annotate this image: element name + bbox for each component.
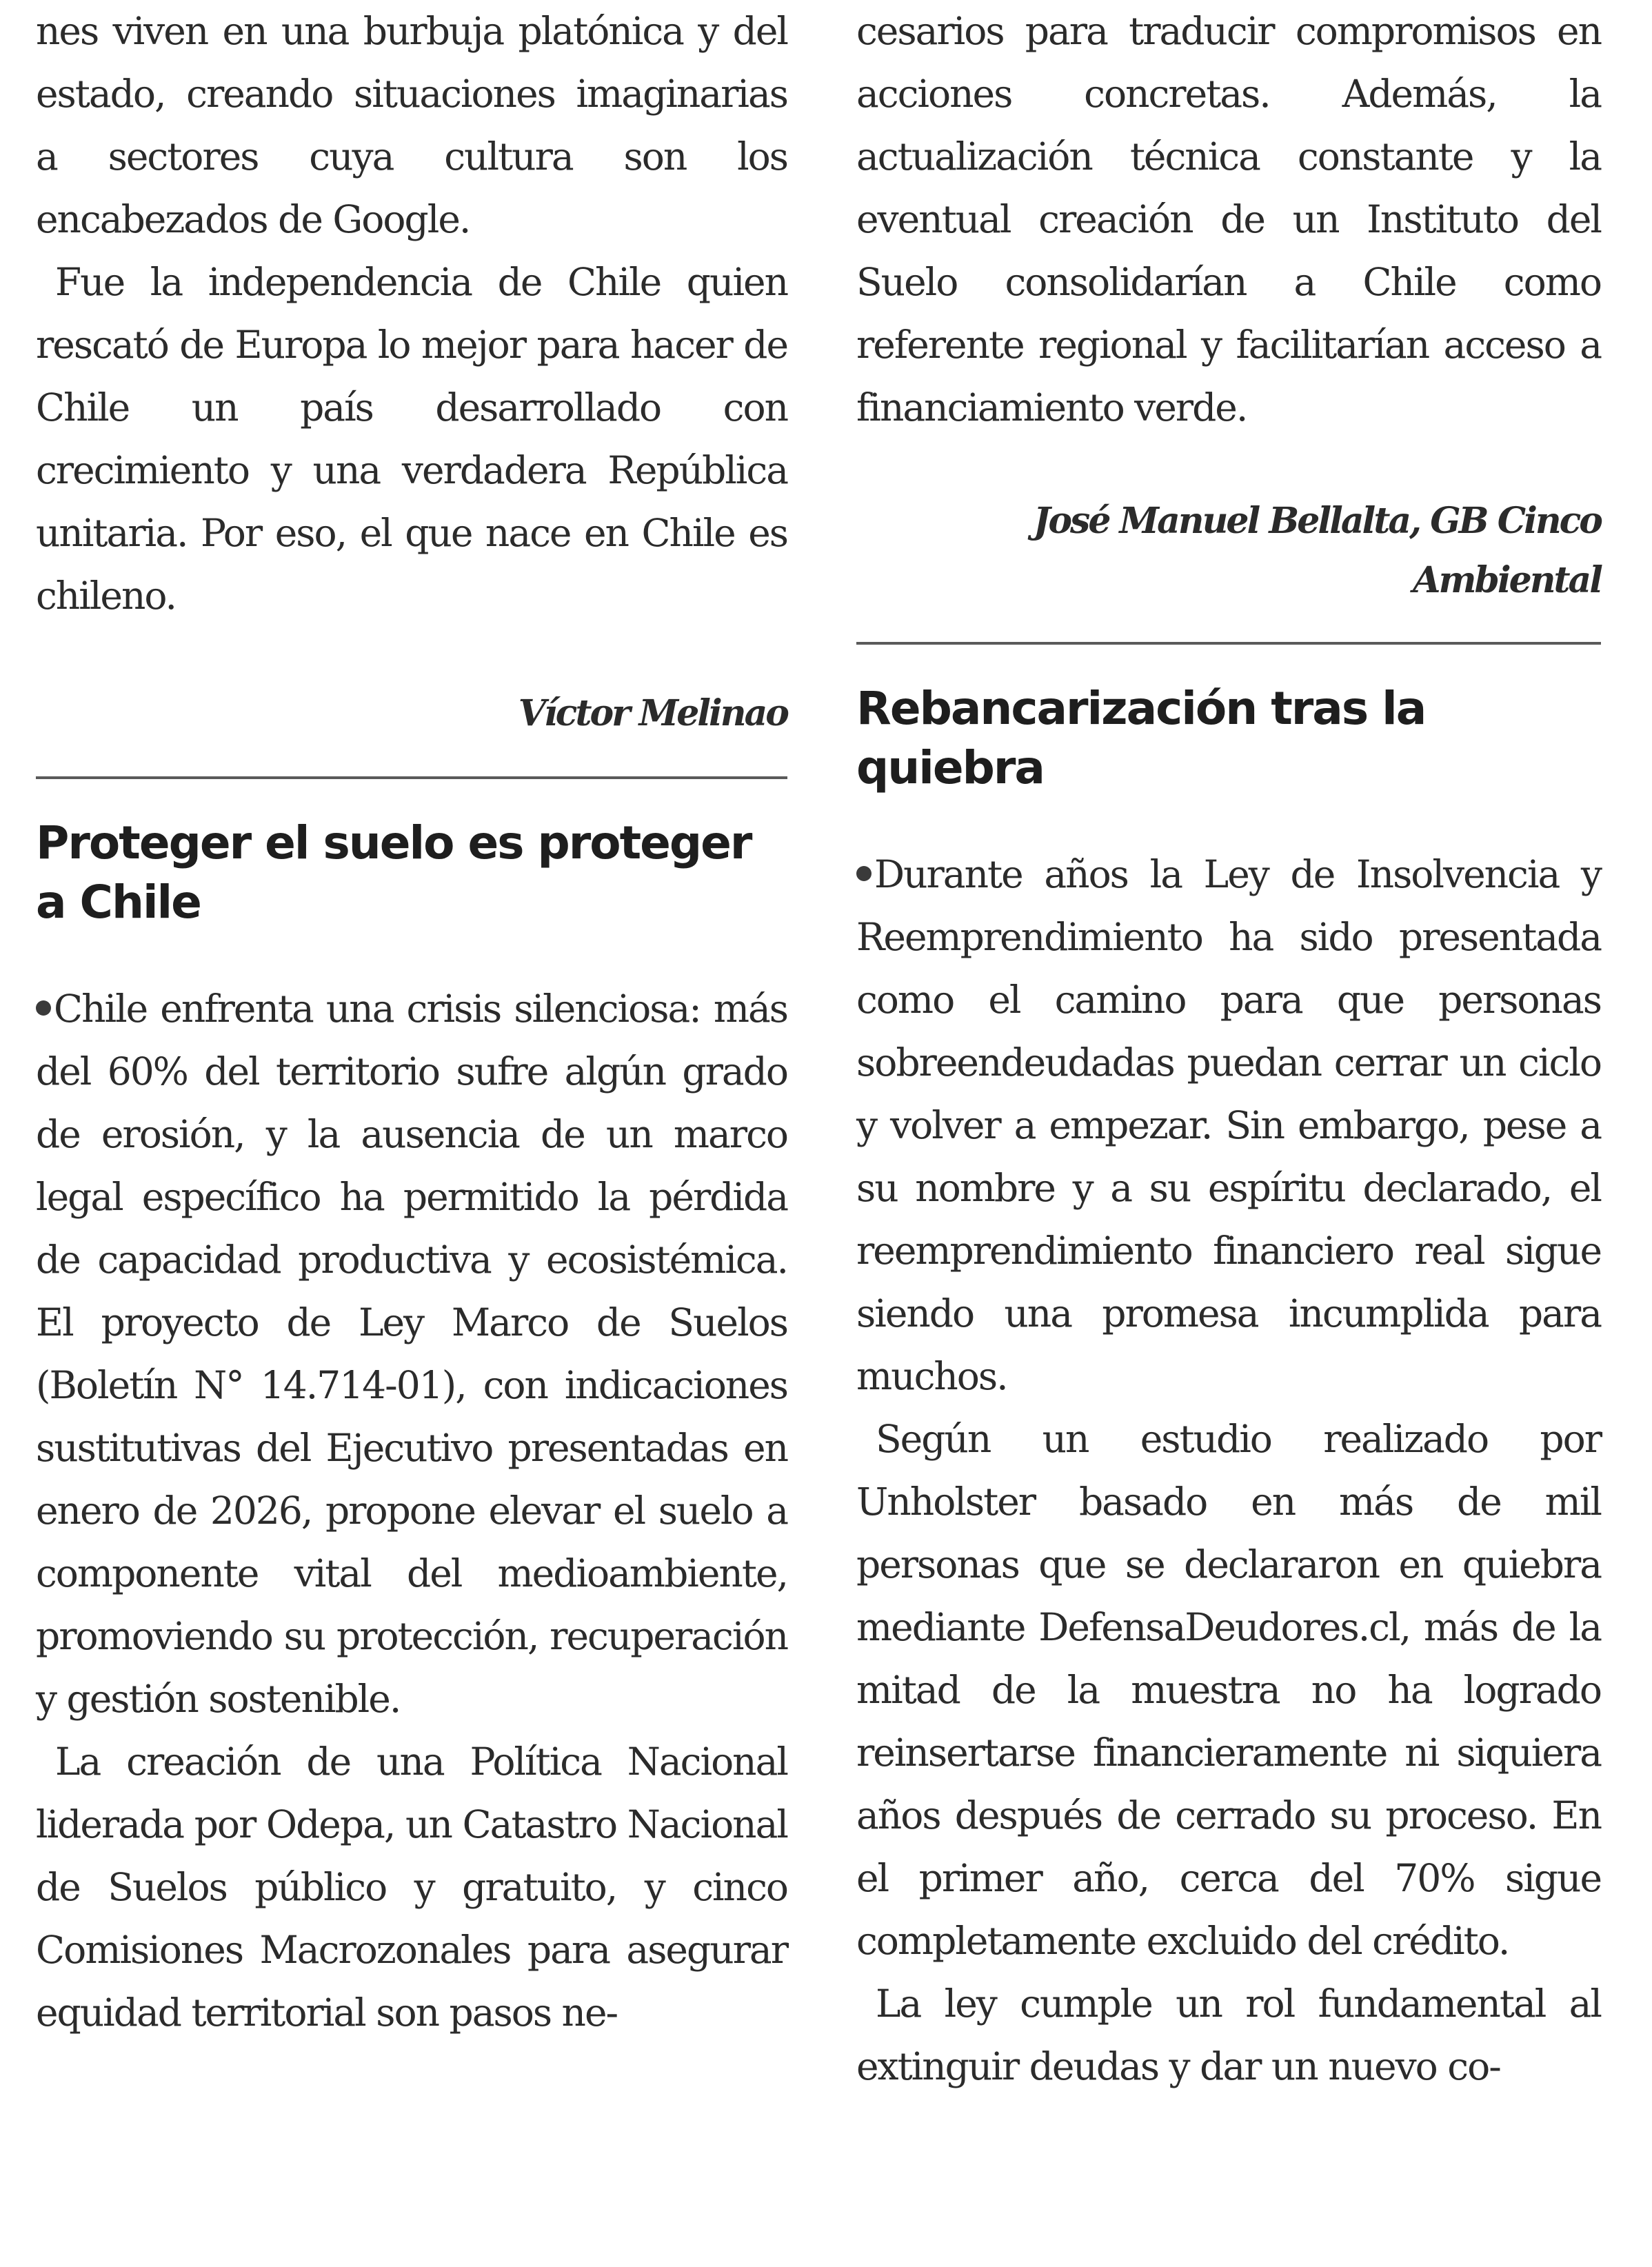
left-intro [36, 0, 787, 627]
bullet-dot-icon [856, 866, 872, 881]
left-article-headline: Proteger el suelo es proteger a Chile [36, 816, 752, 929]
left-article-paragraph-1 [36, 978, 787, 1731]
left-signature: Víctor Melinao [518, 692, 787, 734]
right-intro [856, 0, 1601, 439]
left-intro-paragraph-2: Fue la independencia de Chile quien rescató de Europa lo mejor para hacer de Chile un país desarrollado con crecimiento y una verdadera República unitaria. Por eso, el que nace en Chile es chileno. [36, 260, 787, 618]
right-intro-paragraph-1: cesarios para traducir compromisos en acciones concretas. Además, la actualización técnica constante y la eventual creación de un Instituto del Suelo consolidarían a Chile como referente regional y facilitarían acceso a financiamiento verde. [856, 9, 1601, 430]
right-article-paragraph-1-text: Durante años la Ley de Insolvencia y Reemprendimiento ha sido presentada como el camino para que personas sobreendeudadas puedan cerrar un ciclo y volver a empezar. Sin embargo, pese a su nombre y a su espíritu declarado, el reemprendimiento financiero real sigue siendo una promesa incumplida para muchos. [856, 852, 1601, 1398]
right-signature: José Manuel Bellalta, GB Cinco Ambiental [1033, 500, 1601, 601]
right-divider [856, 642, 1601, 645]
right-article-paragraph-2: Según un estudio realizado por Unholster basado en más de mil personas que se declararon en quiebra mediante DefensaDeudores.cl, más de la mitad de la muestra no ha logrado reinsertarse financieramente ni siquiera años después de cerrado su proceso. En el primer año, cerca del 70% sigue completamente excluido del crédito. [856, 1417, 1601, 1963]
right-column [856, 0, 1601, 2098]
left-column [36, 0, 787, 2044]
bullet-dot-icon [36, 1000, 51, 1016]
left-divider [36, 776, 787, 779]
left-article-body [36, 978, 787, 2044]
left-article-paragraph-2: La creación de una Política Nacional liderada por Odepa, un Catastro Nacional de Suelos público y gratuito, y cinco Comisiones Macrozonales para asegurar equidad territorial son pasos ne- [36, 1740, 787, 2035]
right-article-paragraph-1 [856, 843, 1601, 1408]
right-article-body [856, 843, 1601, 2098]
right-article-headline: Rebancarización tras la quiebra [856, 682, 1426, 794]
left-intro-paragraph-1: nes viven en una burbuja platónica y del estado, creando situaciones imaginarias a sectores cuya cultura son los encabezados de Google. [36, 9, 787, 241]
right-article-paragraph-3: La ley cumple un rol fundamental al extinguir deudas y dar un nuevo co- [856, 1982, 1601, 2088]
left-article-paragraph-1-text: Chile enfrenta una crisis silenciosa: más del 60% del territorio sufre algún grado de erosión, y la ausencia de un marco legal específico ha permitido la pérdida de capacidad productiva y ecosistémica. El proyecto de Ley Marco de Suelos (Boletín N° 14.714-01), con indicaciones sustitutivas del Ejecutivo presentadas en enero de 2026, propone elevar el suelo a componente vital del medioambiente, promoviendo su protección, recuperación y gestión sostenible. [36, 987, 787, 1721]
